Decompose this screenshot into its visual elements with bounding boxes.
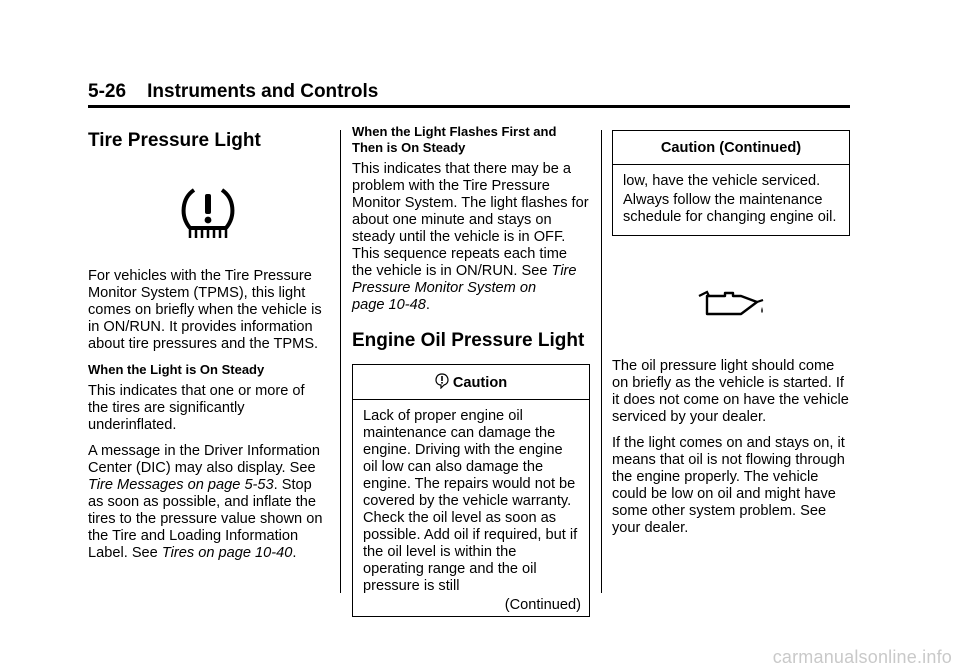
caution-icon <box>435 373 449 389</box>
caution-continued-p2: Always follow the maintenance schedule for changing engine oil. <box>623 192 837 225</box>
dic-paragraph <box>88 443 328 562</box>
column-2 <box>352 124 590 617</box>
continued-label: (Continued) <box>504 597 581 613</box>
page-header <box>88 80 850 108</box>
tire-pressure-title: Tire Pressure Light <box>88 130 261 151</box>
caution-body <box>353 400 589 616</box>
caution-continued-body <box>613 165 849 235</box>
flash-text-before: This indicates that there may be a problem with the Tire Pressure Monitor System. The light flashes for about one minute and stays on steady until the vehicle is in OFF. This sequence repeats each time the vehicle is in ON/RUN. See <box>352 161 589 279</box>
oil-para-2: If the light comes on and stays on, it means that oil is not flowing through the engine properly. The vehicle could be low on oil and might have some other system problem. See your dealer. <box>612 435 845 536</box>
header-rule <box>88 105 850 108</box>
column-1 <box>88 124 328 571</box>
dic-text-before: A message in the Driver Information Center (DIC) may also display. See <box>88 443 320 476</box>
tires-link[interactable]: Tires on page 10-40 <box>161 545 293 561</box>
oil-para-1: The oil pressure light should come on briefly as the vehicle is started. If it does not come on have the vehicle serviced by your dealer. <box>612 358 849 425</box>
caution-title: Caution <box>452 375 508 391</box>
caution-continued-p1: low, have the vehicle serviced. <box>623 173 821 189</box>
tpms-intro: For vehicles with the Tire Pressure Monitor System (TPMS), this light comes on briefly when the vehicle is in ON/RUN. It provides information about tire pressures and the TPMS. <box>88 268 322 352</box>
flash-heading: When the Light Flashes First and Then is On Steady <box>352 124 557 155</box>
column-3 <box>612 130 850 546</box>
flash-paragraph <box>352 161 590 314</box>
watermark: carmanualsonline.info <box>772 647 952 667</box>
caution-box <box>352 364 590 617</box>
caution-continued-box <box>612 130 850 236</box>
oil-icon-row <box>612 288 850 322</box>
oil-can-icon <box>695 288 767 322</box>
column-divider-2 <box>601 130 602 593</box>
dic-text-after: . Stop as soon as possible, and inflate the tires to the pressure value shown on the Tire and Loading Information Label. See <box>88 477 323 561</box>
tire-messages-link[interactable]: Tire Messages on page 5-53 <box>88 477 274 493</box>
steady-text: This indicates that one or more of the tires are significantly underinflated. <box>88 383 305 433</box>
tpms-system-link[interactable]: Tire Pressure Monitor System on page 10-48 <box>352 263 577 313</box>
caution-text: Lack of proper engine oil maintenance can damage the engine. Driving with the engine oil low can also damage the engine. The repairs would not be covered by the vehicle warranty. Check the oil level as soon as possible. Add oil if required, but if the oil level is within the operating range and the oil pressure is still <box>363 408 578 594</box>
column-divider-1 <box>340 130 341 593</box>
chapter-title: Instruments and Controls <box>147 81 379 102</box>
tpms-warning-icon <box>176 184 240 244</box>
tires-text-after: . <box>292 545 297 561</box>
caution-continued-title: Caution (Continued) <box>613 131 849 165</box>
page-label: 5-26 <box>88 81 127 102</box>
flash-text-after: . <box>425 297 430 313</box>
tpms-icon-row <box>88 184 328 244</box>
header-title <box>88 80 850 104</box>
steady-heading: When the Light is On Steady <box>88 362 265 377</box>
caution-box-title <box>353 365 589 400</box>
engine-oil-title: Engine Oil Pressure Light <box>352 330 585 351</box>
